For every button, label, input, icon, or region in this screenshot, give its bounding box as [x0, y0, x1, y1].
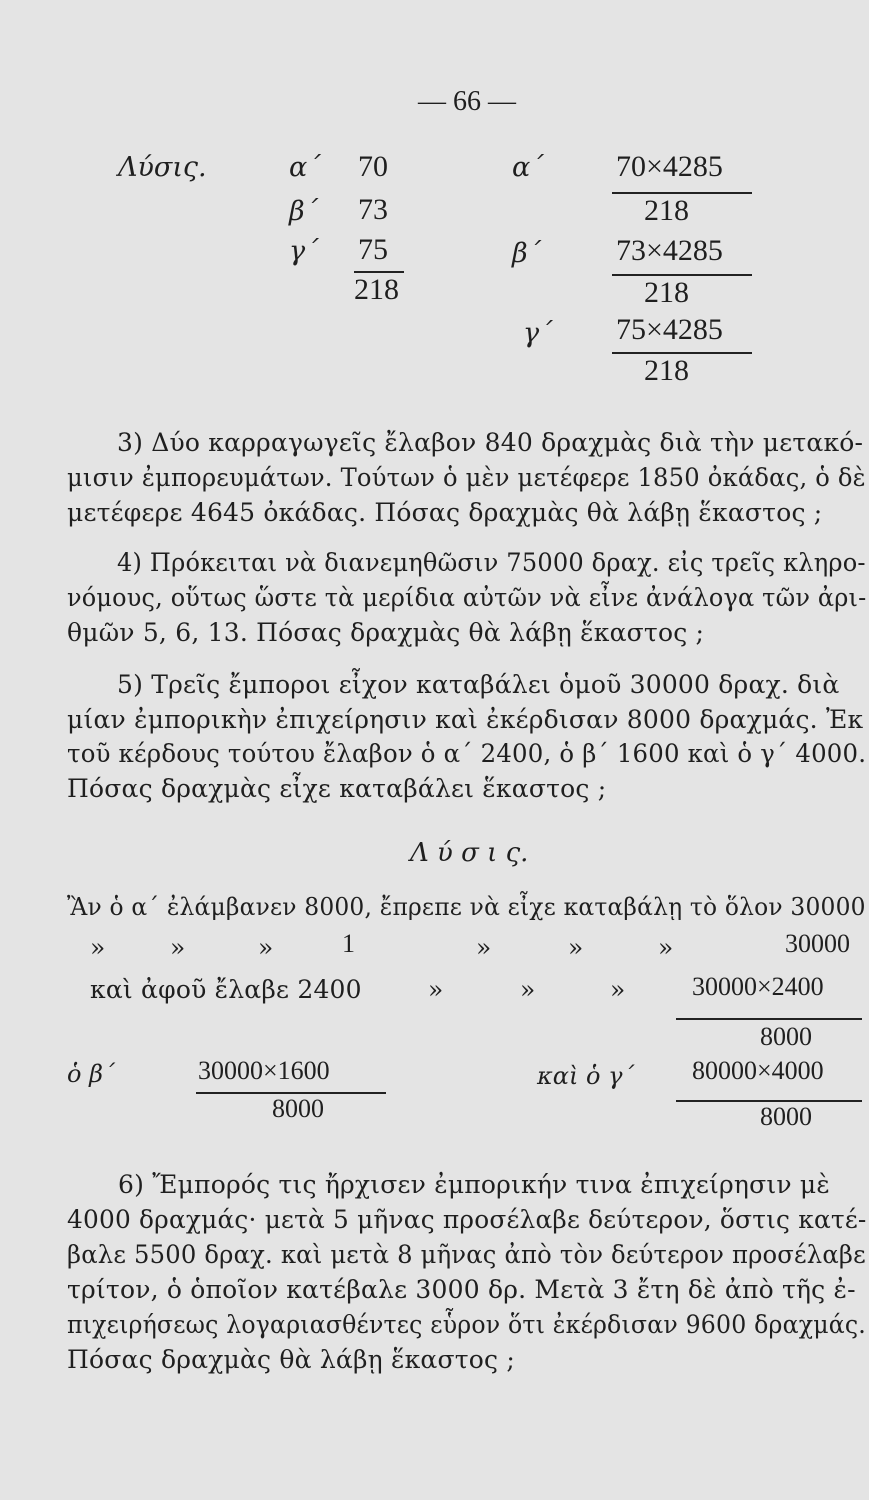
sol1-right-den-a: 218 — [644, 194, 689, 227]
sol2-row3-frac-bar — [676, 1018, 862, 1020]
problem-5-line-3: τοῦ κέρδους τούτου ἔλαβον ὁ α΄ 2400, ὁ β΄ 1600 καὶ ὁ γ΄ 4000. — [67, 739, 867, 768]
sol2-row3-denominator: 8000 — [760, 1022, 812, 1051]
problem-6-line-5: πιχειρήσεως λογαριασθέντες εὗρον ὅτι ἐκέρδισαν 9600 δραχμάς. — [67, 1310, 866, 1339]
problem-4-line-1: 4) Πρόκειται νὰ διανεμηθῶσιν 75000 δραχ. εἰς τρεῖς κληρο- — [117, 548, 866, 577]
solution-heading-1: Λύσις. — [118, 152, 207, 183]
problem-3-line-1: 3) Δύο καρραγωγεῖς ἔλαβον 840 δραχμὰς διὰ τὴν μετακό- — [117, 428, 864, 457]
sol2-row-1: Ἂν ὁ α΄ ἐλάμβανεν 8000, ἔπρεπε νὰ εἶχε καταβάλῃ τὸ ὅλον 30000 — [67, 893, 866, 921]
sol2-row2-quote-3: » — [258, 933, 274, 962]
sol1-value-c: 75 — [358, 233, 388, 266]
problem-3-line-3: μετέφερε 4645 ὀκάδας. Πόσας δραχμὰς θὰ λάβῃ ἕκαστος ; — [67, 498, 823, 527]
sol1-value-a: 70 — [358, 150, 388, 183]
sol1-label-b: β΄ — [289, 196, 319, 227]
sol2-b-denominator: 8000 — [272, 1094, 324, 1123]
sol2-row3-quote-2: » — [520, 975, 536, 1004]
problem-5-line-4: Πόσας δραχμὰς εἶχε καταβάλει ἕκαστος ; — [67, 774, 607, 803]
sol2-b-numerator: 30000×1600 — [198, 1056, 330, 1085]
sol2-row3-text: καὶ ἀφοῦ ἔλαβε 2400 — [90, 975, 362, 1004]
sol2-c-label: καὶ ὁ γ΄ — [537, 1062, 635, 1090]
page-number: — 66 — — [418, 86, 516, 117]
sol1-label-c: γ΄ — [289, 236, 319, 267]
problem-6-line-1: 6) Ἔμπορός τις ἤρχισεν ἐμπορικήν τινα ἐπιχείρησιν μὲ — [118, 1170, 830, 1199]
sol2-row3-numerator: 30000×2400 — [692, 972, 824, 1001]
problem-6-line-4: τρίτον, ὁ ὁποῖον κατέβαλε 3000 δρ. Μετὰ 3 ἔτη δὲ ἀπὸ τῆς ἐ- — [67, 1275, 856, 1304]
problem-4-line-2: νόμους, οὕτως ὥστε τὰ μερίδια αὐτῶν νὰ εἶνε ἀνάλογα τῶν ἀρι- — [67, 583, 867, 612]
sol2-row2-quote-6: » — [658, 933, 674, 962]
problem-3-line-2: μισιν ἐμπορευμάτων. Τούτων ὁ μὲν μετέφερε 1850 ὀκάδας, ὁ δὲ — [67, 463, 866, 492]
problem-5-line-1: 5) Τρεῖς ἔμποροι εἶχον καταβάλει ὁμοῦ 30000 δραχ. διὰ — [117, 670, 840, 699]
sol2-c-numerator: 80000×4000 — [692, 1056, 824, 1085]
sol2-row2-quote-5: » — [568, 933, 584, 962]
sol2-row3-quote-3: » — [610, 975, 626, 1004]
sol1-right-label-a: α΄ — [512, 152, 544, 183]
sol2-c-denominator: 8000 — [760, 1102, 812, 1131]
solution-heading-2: Λ ύ σ ι ς. — [410, 838, 529, 868]
problem-6-line-2: 4000 δραχμάς· μετὰ 5 μῆνας προσέλαβε δεύτερον, ὅστις κατέ- — [67, 1205, 867, 1234]
sol2-row3-quote-1: » — [428, 975, 444, 1004]
problem-5-line-2: μίαν ἐμπορικὴν ἐπιχείρησιν καὶ ἐκέρδισαν 8000 δραχμάς. Ἐκ — [67, 705, 864, 734]
sol2-row2-one: 1 — [342, 929, 355, 958]
sol1-right-den-b: 218 — [644, 276, 689, 309]
sol1-right-num-b: 73×4285 — [616, 234, 723, 267]
sol1-value-b: 73 — [358, 193, 388, 226]
sol2-row2-quote-2: » — [170, 933, 186, 962]
sol2-b-label: ὁ β΄ — [67, 1060, 115, 1088]
problem-6-line-6: Πόσας δραχμὰς θὰ λάβῃ ἕκαστος ; — [67, 1345, 516, 1374]
sol1-right-label-b: β΄ — [512, 238, 542, 269]
sol1-right-label-c: γ΄ — [523, 318, 553, 349]
sol1-label-a: α΄ — [289, 152, 321, 183]
problem-6-line-3: βαλε 5500 δραχ. καὶ μετὰ 8 μῆνας ἀπὸ τὸν δεύτερον προσέλαβε — [67, 1240, 866, 1269]
sol2-row2-quote-4: » — [476, 933, 492, 962]
sol1-right-den-c: 218 — [644, 354, 689, 387]
problem-4-line-3: θμῶν 5, 6, 13. Πόσας δραχμὰς θὰ λάβῃ ἕκαστος ; — [67, 618, 705, 647]
sol2-row2-value: 30000 — [785, 929, 850, 958]
sol1-right-num-a: 70×4285 — [616, 150, 723, 183]
sol1-right-num-c: 75×4285 — [616, 313, 723, 346]
sol1-total: 218 — [354, 273, 399, 306]
sol2-row2-quote-1: » — [90, 933, 106, 962]
